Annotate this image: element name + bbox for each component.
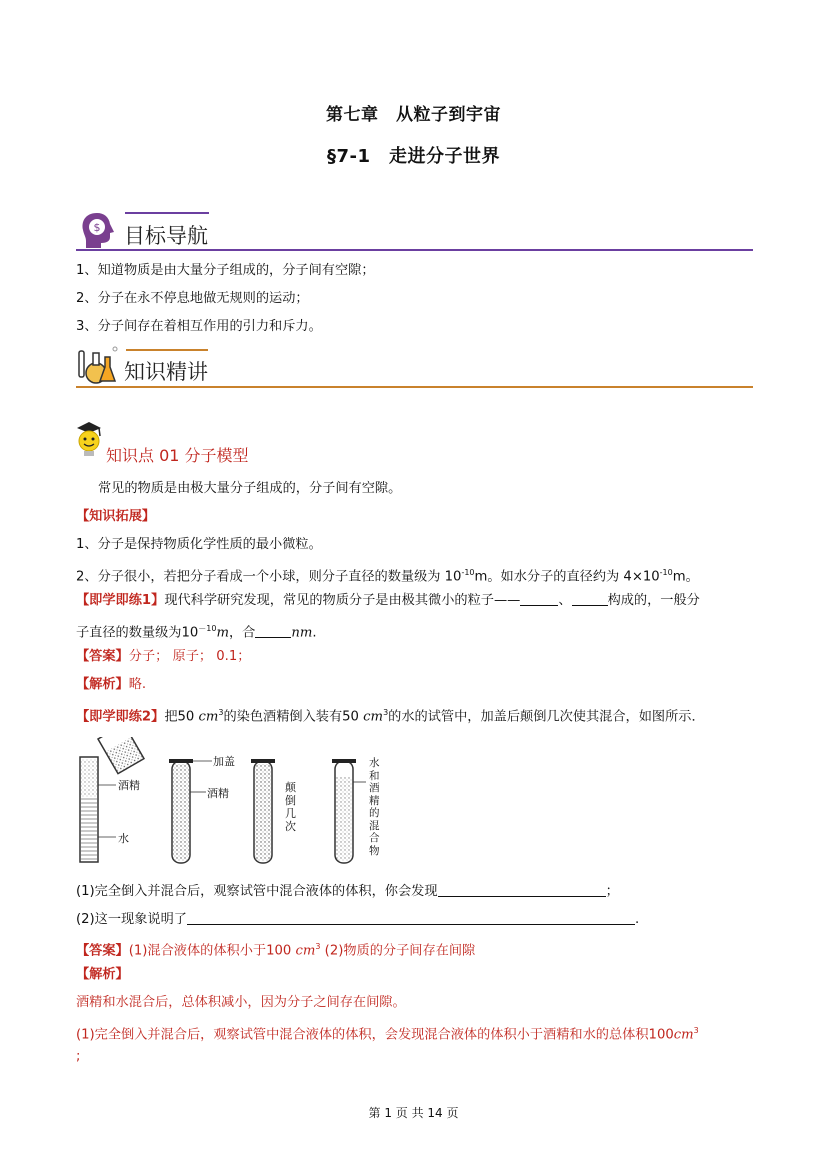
exercise-2-analysis-2: (1)完全倒入并混合后，观察试管中混合液体的体积，会发现混合液体的体积小于酒精和水的总体积$100cm^3$ — [76, 1026, 699, 1043]
goals-heading: 目标导航 — [124, 224, 208, 248]
test-tube-figure — [76, 737, 396, 872]
expand-item-2: 2、分子很小，若把分子看成一个小球，则分子直径的数量级为 $10^{-10}m$。如水分子的直径约为 $4\times 10^{-10}m$。 — [76, 568, 699, 585]
answer-blank[interactable] — [520, 592, 558, 606]
goal-item-2: 2、分子在永不停息地做无规则的运动； — [76, 291, 309, 306]
exercise-2-question-2: (2)这一现象说明了 . — [76, 912, 640, 927]
heading-accent-line — [125, 212, 209, 214]
figure-label-alcohol-2: 酒精 — [207, 787, 229, 800]
exercise-2-answer: 【答案】(1)混合液体的体积小于100 $cm^3$ (2)物质的分子间存在间隙 — [76, 942, 476, 959]
knowledge-heading: 知识精讲 — [124, 360, 208, 384]
exercise-2-analysis-1: 酒精和水混合后，总体积减小，因为分子之间存在间隙。 — [76, 995, 406, 1010]
tube-3 — [251, 759, 275, 863]
exercise-1-analysis: 【解析】略. — [76, 677, 147, 692]
answer-blank[interactable] — [572, 592, 608, 606]
figure-label-cap: 加盖 — [213, 755, 235, 768]
goals-rule — [76, 249, 753, 251]
exercise-2-question-1: (1)完全倒入并混合后，观察试管中混合液体的体积，你会发现 ； — [76, 884, 619, 899]
exercise-2-prompt: 【即学即练2】把50 $cm^3$的染色酒精倒入装有50 $cm^3$的水的试管中，加盖后颠倒几次使其混合，如图所示． — [76, 708, 705, 725]
knowledge-point-title: 知识点 01 分子模型 — [106, 446, 249, 465]
figure-label-water: 水 — [118, 832, 129, 845]
answer-blank[interactable] — [187, 911, 635, 925]
chapter-title: 第七章 从粒子到宇宙 — [326, 105, 501, 125]
goal-item-3: 3、分子间存在着相互作用的引力和斥力。 — [76, 319, 322, 334]
page-footer: 第 1 页 共 14 页 — [368, 1106, 459, 1120]
section-title: §7-1 走进分子世界 — [326, 146, 501, 167]
expand-item-1: 1、分子是保持物质化学性质的最小微粒。 — [76, 537, 322, 552]
exercise-1-answer: 【答案】分子； 原子； 0.1； — [76, 649, 251, 664]
tube-2 — [169, 759, 212, 863]
figure-label-alcohol-1: 酒精 — [118, 779, 140, 792]
expand-label: 【知识拓展】 — [76, 509, 156, 524]
exercise-2-analysis-3: ; — [76, 1049, 81, 1064]
flask-icon — [75, 343, 119, 387]
tube-4 — [332, 759, 366, 863]
answer-blank[interactable] — [438, 883, 606, 897]
tube-1 — [80, 737, 144, 862]
heading-accent-line-2 — [126, 349, 208, 351]
exercise-2-analysis-label: 【解析】 — [76, 967, 129, 982]
kp-intro: 常见的物质是由极大量分子组成的，分子间有空隙。 — [98, 481, 402, 496]
answer-blank[interactable] — [255, 624, 291, 638]
bulb-icon — [73, 420, 105, 460]
figure-label-mixture: 水和酒精的混合物 — [369, 757, 380, 857]
brain-icon — [77, 210, 117, 250]
goal-item-1: 1、知道物质是由大量分子组成的，分子间有空隙； — [76, 263, 375, 278]
knowledge-rule — [76, 386, 753, 388]
exercise-1-line-1: 【即学即练1】现代科学研究发现，常见的物质分子是由极其微小的粒子—— 、 构成的，一般分 — [76, 593, 700, 608]
figure-label-invert: 颠倒几次 — [285, 781, 296, 833]
svg-text:$: $ — [93, 221, 101, 234]
exercise-1-line-2: 子直径的数量级为$10^{-10}m$，合 nm. — [76, 624, 317, 641]
